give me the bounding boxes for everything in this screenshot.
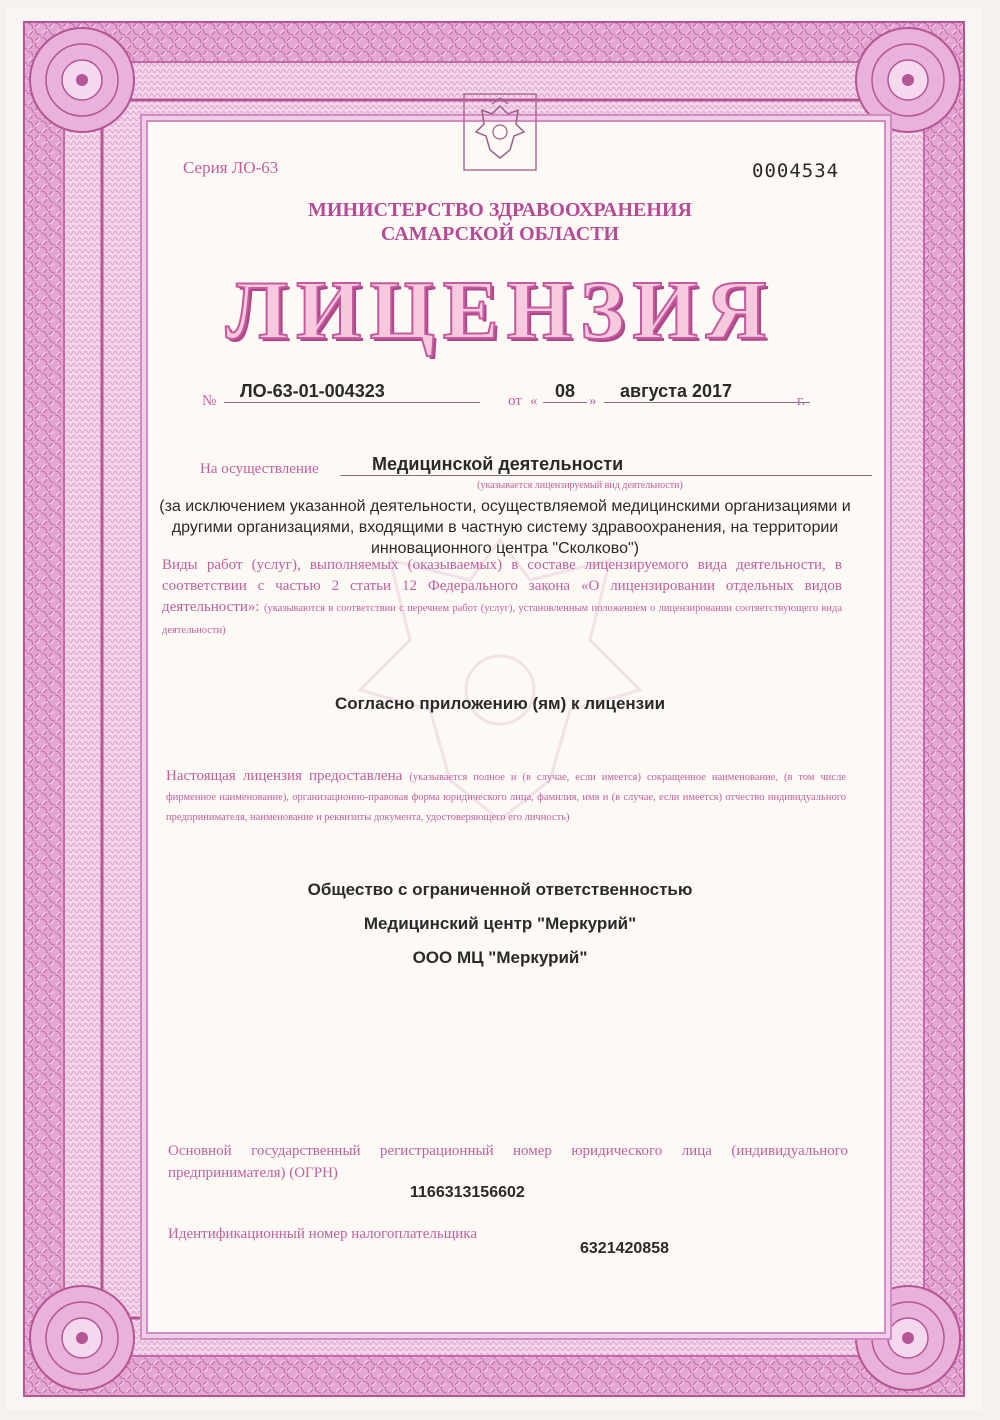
- org-full-name-line-1: Общество с ограниченной ответственностью: [307, 880, 693, 899]
- license-number: ЛО-63-01-004323: [224, 381, 480, 403]
- license-number-label: №: [202, 393, 217, 409]
- document-title: ЛИЦЕНЗИЯ: [225, 264, 775, 357]
- series-label: Серия ЛО-63: [183, 158, 279, 177]
- works-text: Виды работ (услуг), выполняемых (оказываемых) в составе лицензируемого вида деятельности, в соответствии с частью 2 статьи 12 Федерального закона «О лицензировании отдельных видов деятельности»:: [162, 557, 842, 615]
- granted-section: [166, 767, 846, 827]
- coat-of-arms-icon: [462, 92, 538, 172]
- works-section: [162, 555, 842, 641]
- rosette-icon: [30, 28, 134, 132]
- org-short-name: ООО МЦ "Меркурий": [412, 948, 588, 967]
- ministry-line-1: МИНИСТЕРСТВО ЗДРАВООХРАНЕНИЯ: [308, 199, 692, 221]
- activity-label: На осуществление: [200, 461, 319, 477]
- rosette-icon: [856, 28, 960, 132]
- license-month-year: августа 2017: [604, 381, 810, 403]
- license-day: 08: [543, 381, 587, 403]
- serial-number: 0004534: [752, 160, 840, 182]
- activity-hint: (указывается лицензируемый вид деятельности): [477, 480, 683, 491]
- quote-close: »: [589, 393, 597, 409]
- activity-exclusion: (за исключением указанной деятельности, осуществляемой медицинскими организациями и другими организациями, входящими в частную систему здравоохранения, на территории инновационного центра "Сколково"): [159, 498, 851, 557]
- quote-open: «: [530, 393, 538, 409]
- date-from-label: от: [508, 393, 522, 409]
- works-value: Согласно приложению (ям) к лицензии: [334, 694, 666, 713]
- rosette-icon: [30, 1286, 134, 1390]
- works-hint: (указываются в соответствии с перечнем работ (услуг), установленным положением о лицензировании соответствующего вида деятельности): [162, 603, 843, 636]
- granted-text: Настоящая лицензия предоставлена: [166, 768, 403, 784]
- year-suffix: г.: [797, 393, 806, 409]
- activity-value: Медицинской деятельности: [340, 454, 872, 476]
- ministry-line-2: САМАРСКОЙ ОБЛАСТИ: [380, 223, 620, 245]
- ogrn-value: 1166313156602: [410, 1184, 525, 1201]
- granted-hint: (указывается полное и (в случае, если имеется) сокращенное наименование, (в том числе фирменное наименование), организационно-правовая форма юридического лица, фамилия, имя и (в случае, если имеется) отчество индивидуального предпринимателя, наименование и реквизиты документа, удостоверяющего его личность): [166, 772, 846, 823]
- inn-label: Идентификационный номер налогоплательщика: [168, 1226, 478, 1242]
- ogrn-label: Основной государственный регистрационный номер юридического лица (индивидуального предпринимателя) (ОГРН): [168, 1143, 848, 1181]
- ministry-name: [240, 198, 760, 246]
- inn-value: 6321420858: [580, 1240, 669, 1257]
- org-full-name-line-2: Медицинский центр "Меркурий": [363, 914, 637, 933]
